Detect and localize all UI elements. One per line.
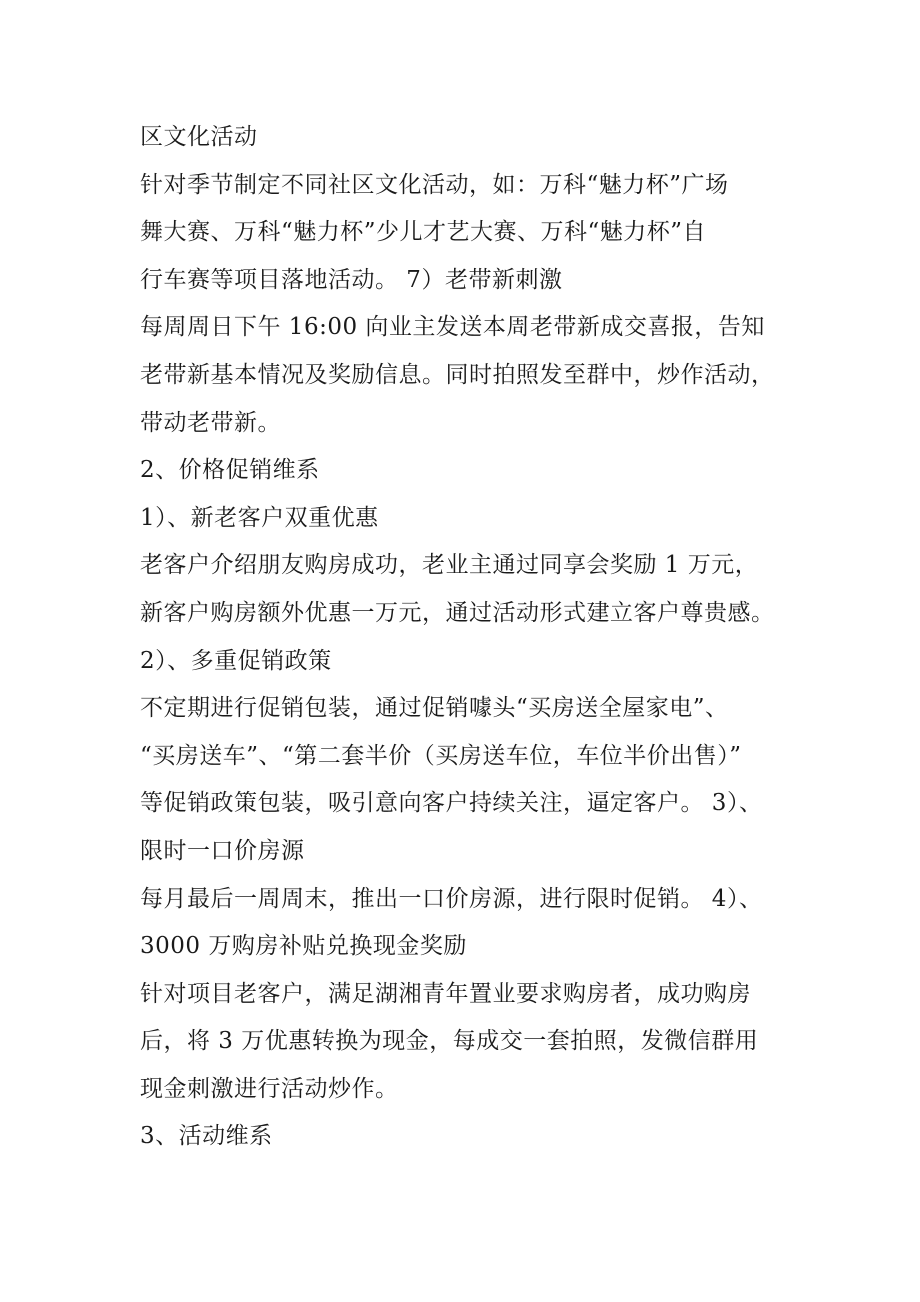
- text-line: 针对项目老客户，满足湖湘青年置业要求购房者，成功购房: [140, 980, 751, 1007]
- text-line: 现金刺激进行活动炒作。: [140, 1075, 399, 1102]
- text-line: 不定期进行促销包装，通过促销噱头“买房送全屋家电”、: [140, 695, 729, 722]
- text-line: 每月最后一周周末，推出一口价房源，进行限时促销。 4）、: [140, 885, 763, 912]
- text-line: “买房送车”、“第二套半价（买房送车位，车位半价出售）”: [140, 742, 742, 769]
- text-line: 后，将 3 万优惠转换为现金，每成交一套拍照，发微信群用: [140, 1028, 759, 1055]
- subsection-heading: 2）、多重促销政策: [140, 647, 332, 674]
- text-line: 舞大赛、万科“魅力杯”少儿才艺大赛、万科“魅力杯”自: [140, 219, 707, 246]
- text-line: 带动老带新。: [140, 409, 281, 436]
- text-line: 行车赛等项目落地活动。 7）老带新刺激: [140, 266, 563, 293]
- text-line: 每周周日下午 16:00 向业主发送本周老带新成交喜报，告知: [140, 314, 765, 341]
- section-heading: 3、活动维系: [140, 1123, 273, 1150]
- text-line: 老客户介绍朋友购房成功，老业主通过同享会奖励 1 万元，: [140, 552, 759, 579]
- text-line: 等促销政策包装，吸引意向客户持续关注，逼定客户。 3）、: [140, 790, 763, 817]
- text-line: 新客户购房额外优惠一万元，通过活动形式建立客户尊贵感。: [140, 599, 775, 626]
- document-body: [140, 114, 790, 1161]
- text-line: 针对季节制定不同社区文化活动，如：万科“魅力杯”广场: [140, 171, 729, 198]
- text-line: 限时一口价房源: [140, 837, 305, 864]
- text-line: 3000 万购房补贴兑换现金奖励: [140, 933, 467, 960]
- text-line: 老带新基本情况及奖励信息。同时拍照发至群中，炒作活动，: [140, 361, 775, 388]
- subsection-heading: 1）、新老客户双重优惠: [140, 504, 379, 531]
- section-heading: 2、价格促销维系: [140, 457, 320, 484]
- text-line: 区文化活动: [140, 124, 258, 150]
